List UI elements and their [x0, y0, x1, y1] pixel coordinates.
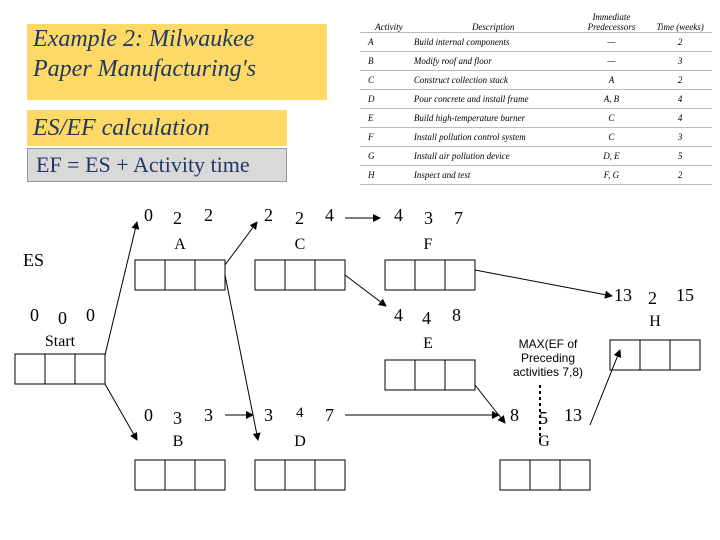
a-es: 0: [144, 205, 153, 225]
g-es: 8: [510, 405, 519, 425]
cell-description: Construct collection stack: [412, 71, 575, 90]
e-es: 4: [394, 305, 403, 325]
d-duration: 4: [296, 405, 304, 421]
header-time: Time (weeks): [648, 2, 712, 33]
cell-activity: F: [360, 128, 412, 147]
d-es: 3: [264, 405, 273, 425]
title-line-1: Example 2: Milwaukee: [33, 26, 255, 52]
cell-time: 2: [648, 33, 712, 52]
cell-activity: H: [360, 166, 412, 185]
f-duration: 3: [424, 208, 433, 228]
b-es: 0: [144, 405, 153, 425]
cell-description: Inspect and test: [412, 166, 575, 185]
d-label: D: [294, 433, 306, 450]
h-ef: 15: [676, 285, 694, 305]
b-duration: 3: [173, 408, 182, 428]
cell-time: 3: [648, 128, 712, 147]
formula: EF = ES + Activity time: [27, 148, 287, 182]
a-duration: 2: [173, 208, 182, 228]
cell-description: Build internal components: [412, 33, 575, 52]
cell-activity: G: [360, 147, 412, 166]
start-label: Start: [44, 333, 76, 350]
e-label: E: [423, 335, 433, 352]
f-label: F: [423, 236, 433, 253]
node-g: [500, 460, 590, 490]
h-es: 13: [614, 285, 632, 305]
cell-predecessors: A: [575, 71, 649, 90]
node-e: [385, 360, 475, 390]
f-es: 4: [394, 205, 403, 225]
start-es: 0: [30, 305, 39, 325]
cell-predecessors: A, B: [575, 90, 649, 109]
cell-time: 5: [648, 147, 712, 166]
g-label: G: [538, 433, 550, 450]
cell-description: Install air pollution device: [412, 147, 575, 166]
cell-time: 2: [648, 71, 712, 90]
cell-time: 2: [648, 166, 712, 185]
node-c: [255, 260, 345, 290]
node-d: [255, 460, 345, 490]
cell-time: 3: [648, 52, 712, 71]
arrow-a-c: [225, 222, 257, 265]
start-ef: 0: [86, 305, 95, 325]
cell-time: 4: [648, 109, 712, 128]
c-ef: 4: [325, 205, 334, 225]
header-description: Description: [412, 2, 575, 33]
cell-description: Install pollution control system: [412, 128, 575, 147]
c-es: 2: [264, 205, 273, 225]
arrow-g-h: [590, 350, 620, 425]
arrow-e-g: [475, 385, 505, 423]
cell-time: 4: [648, 90, 712, 109]
header-predecessors: Immediate Predecessors: [575, 2, 649, 33]
e-duration: 4: [422, 308, 431, 328]
cell-description: Modify roof and floor: [412, 52, 575, 71]
cell-predecessors: D, E: [575, 147, 649, 166]
c-label: C: [294, 236, 306, 253]
arrow-c-e: [345, 275, 386, 306]
arrow-start-b: [105, 384, 137, 440]
cell-description: Pour concrete and install frame: [412, 90, 575, 109]
cell-activity: C: [360, 71, 412, 90]
cell-predecessors: —: [575, 33, 649, 52]
node-start: [15, 354, 105, 384]
cell-activity: E: [360, 109, 412, 128]
cell-activity: A: [360, 33, 412, 52]
arrow-start-a: [105, 222, 137, 355]
cell-predecessors: —: [575, 52, 649, 71]
subtitle: ES/EF calculation: [27, 110, 287, 146]
node-f: [385, 260, 475, 290]
f-ef: 7: [454, 208, 463, 228]
node-b: [135, 460, 225, 490]
node-h: [610, 340, 700, 370]
node-a: [135, 260, 225, 290]
arrow-f-h: [475, 270, 612, 296]
h-duration: 2: [648, 288, 657, 308]
cell-activity: B: [360, 52, 412, 71]
cell-activity: D: [360, 90, 412, 109]
g-ef: 13: [564, 405, 582, 425]
a-label: A: [174, 236, 186, 253]
es-label: ES: [23, 250, 45, 270]
h-label: H: [649, 313, 661, 330]
cell-predecessors: F, G: [575, 166, 649, 185]
c-duration: 2: [295, 208, 304, 228]
a-ef: 2: [204, 205, 213, 225]
start-duration: 0: [58, 308, 67, 328]
title-line-2: Paper Manufacturing's: [33, 56, 257, 82]
max-note: MAX(EF of Preceding activities 7,8): [512, 337, 584, 379]
cell-predecessors: C: [575, 109, 649, 128]
b-ef: 3: [204, 405, 213, 425]
d-ef: 7: [325, 405, 334, 425]
cell-description: Build high-temperature burner: [412, 109, 575, 128]
b-label: B: [172, 433, 184, 450]
g-duration: 5: [539, 408, 548, 428]
header-activity: Activity: [360, 2, 412, 33]
cell-predecessors: C: [575, 128, 649, 147]
e-ef: 8: [452, 305, 461, 325]
